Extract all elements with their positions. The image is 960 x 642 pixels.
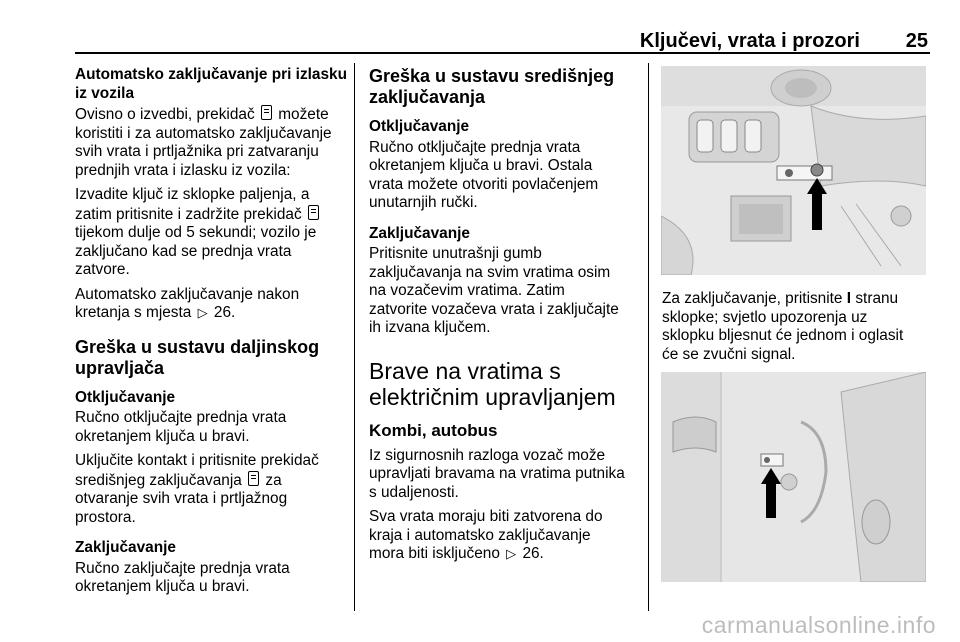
remote-fault-heading: Greška u sustavu daljinskog upravljača bbox=[75, 336, 320, 378]
page-number: 25 bbox=[905, 30, 928, 52]
dashboard-switch-figure bbox=[661, 66, 926, 275]
auto-lock-paragraph-3: Automatsko zaključavanje nakon kretanja s mjesta ▷ 26. bbox=[75, 285, 300, 321]
unlock-paragraph: Ručno otključajte prednja vrata okretanjem ključa u bravi. Ostala vrata možete otvoriti povlačenjem unutarnjih ručki. bbox=[369, 138, 599, 211]
door-button-figure bbox=[661, 372, 926, 582]
unlock-paragraph-2: Uključite kontakt i pritisnite prekidač središnjeg zaključavanja za otvaranje svih vrata i prtljažnog prostora. bbox=[75, 452, 319, 526]
dashboard-illustration bbox=[661, 66, 926, 275]
column-divider-1 bbox=[354, 63, 355, 611]
watermark: carmanualsonline.info bbox=[701, 612, 936, 638]
lock-subheading: Zaključavanje bbox=[369, 224, 470, 242]
column-2 bbox=[369, 66, 641, 570]
chapter-title: Ključevi, vrata i prozori bbox=[639, 30, 860, 52]
column-1 bbox=[75, 66, 347, 603]
column-divider-2 bbox=[648, 63, 649, 611]
unlock-subheading: Otključavanje bbox=[369, 118, 470, 135]
lock-switch-icon bbox=[248, 471, 259, 486]
lock-switch-icon bbox=[261, 105, 272, 120]
central-fault-heading: Greška u sustavu središnjeg zaključavanja bbox=[369, 66, 615, 107]
unlock-subheading: Otključavanje bbox=[75, 388, 176, 406]
lock-paragraph-1: Ručno zaključajte prednja vrata okretanjem ključa u bravi. bbox=[75, 559, 290, 595]
kombi-paragraph-2: Sva vrata moraju biti zatvorena do kraja i automatsko zaključavanje mora biti isključeno ▷ 26. bbox=[369, 508, 603, 562]
figure-caption: Za zaključavanje, pritisnite I stranu sklopke; svjetlo upozorenja uz sklopku bljesnut će jednom i oglasit će se zvučni signal. bbox=[662, 290, 904, 363]
lock-switch-icon bbox=[308, 205, 319, 220]
auto-lock-paragraph-2: Izvadite ključ iz sklopke paljenja, a zatim pritisnite i zadržite prekidač tijekom dulje od 5 sekundi; vozilo je zaključano kad se prednja vrata zatvore. bbox=[75, 186, 347, 280]
header-rule bbox=[75, 52, 930, 54]
lock-subheading: Zaključavanje bbox=[75, 539, 176, 556]
auto-lock-paragraph-1: Ovisno o izvedbi, prekidač možete koristiti i za automatsko zaključavanje svih vrata i prtljažnika pri zatvaranju prednjih vrata i izlasku iz vozila: bbox=[75, 106, 332, 179]
kombi-paragraph-1: Iz sigurnosnih razloga vozač može upravljati bravama na vratima putnika s udaljenosti. bbox=[369, 446, 625, 501]
auto-lock-heading: Automatsko zaključavanje pri izlasku iz vozila bbox=[75, 66, 347, 102]
door-panel-illustration bbox=[661, 372, 926, 582]
kombi-heading: Kombi, autobus bbox=[369, 420, 498, 440]
page-ref-icon[interactable]: ▷ bbox=[506, 546, 517, 561]
power-locks-heading: Brave na vratima s električnim upravljanjem bbox=[369, 357, 616, 410]
unlock-paragraph-1: Ručno otključajte prednja vrata okretanjem ključa u bravi. bbox=[75, 409, 287, 445]
page-ref-icon[interactable]: ▷ bbox=[197, 305, 208, 320]
column-3 bbox=[662, 290, 930, 370]
lock-paragraph: Pritisnite unutrašnji gumb zaključavanja na svim vratima osim na vozačevim vratima. Zatim zatvorite vozačeva vrata i zaključajte ih izvana ključem. bbox=[369, 245, 619, 336]
